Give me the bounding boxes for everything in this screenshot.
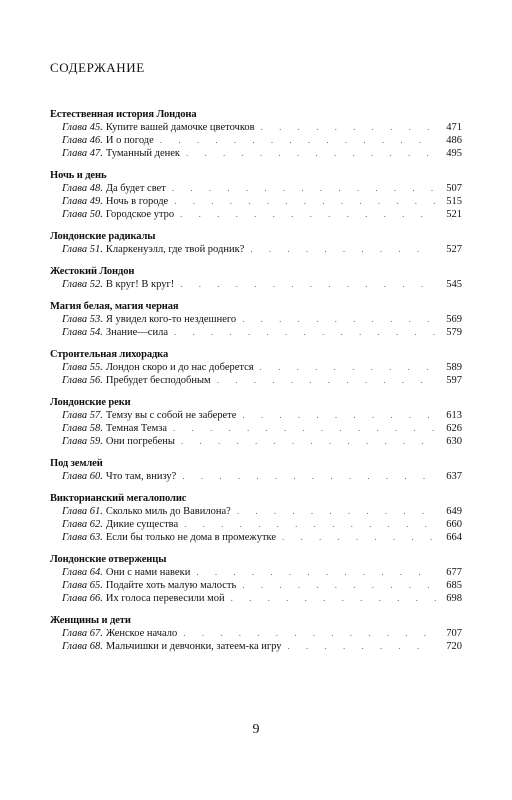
part-title: Викторианский мегалополис: [50, 493, 187, 504]
chapter-label: Глава 58.: [62, 423, 103, 434]
dot-leader: [173, 422, 436, 435]
chapter-page-number: 521: [446, 209, 462, 220]
toc-entry[interactable]: [50, 435, 462, 448]
chapter-label: Глава 53.: [62, 314, 103, 325]
toc-entry[interactable]: [50, 374, 462, 387]
part-title: Ночь и день: [50, 170, 107, 181]
dot-leader: [160, 134, 436, 147]
part-title: Естественная история Лондона: [50, 109, 197, 120]
toc-entry[interactable]: [50, 518, 462, 531]
toc-entry[interactable]: [50, 134, 462, 147]
chapter-title: Сколько миль до Вавилона?: [105, 506, 231, 517]
chapter-title: Кларкенуэлл, где твой родник?: [105, 244, 245, 255]
toc-part: [50, 553, 462, 605]
chapter-title: Да будет свет: [105, 183, 166, 194]
chapter-page-number: 589: [446, 362, 462, 373]
dot-leader: [196, 566, 436, 579]
chapter-title: Темзу вы с собой не заберете: [105, 410, 237, 421]
chapter-title: Дикие существа: [105, 519, 179, 530]
chapter-label: Глава 50.: [62, 209, 103, 220]
chapter-title: В круг! В круг!: [105, 279, 175, 290]
toc-part: [50, 396, 462, 448]
toc-part: [50, 492, 462, 544]
chapter-label: Глава 45.: [62, 122, 103, 133]
toc-part: [50, 614, 462, 653]
toc-entry[interactable]: [50, 640, 462, 653]
chapter-title: Знание—сила: [105, 327, 168, 338]
toc-entry[interactable]: [50, 182, 462, 195]
chapter-title: Что там, внизу?: [105, 471, 177, 482]
part-title: Строительная лихорадка: [50, 349, 169, 360]
chapter-label: Глава 61.: [62, 506, 103, 517]
toc-part: [50, 348, 462, 387]
chapter-page-number: 527: [446, 244, 462, 255]
chapter-page-number: 707: [446, 628, 462, 639]
toc-entry[interactable]: [50, 627, 462, 640]
toc-part: [50, 108, 462, 160]
dot-leader: [186, 147, 436, 160]
chapter-label: Глава 59.: [62, 436, 103, 447]
toc-entry[interactable]: [50, 208, 462, 221]
chapter-page-number: 720: [446, 641, 462, 652]
chapter-title: Они погребены: [105, 436, 175, 447]
chapter-label: Глава 57.: [62, 410, 103, 421]
dot-leader: [250, 243, 436, 256]
chapter-page-number: 613: [446, 410, 462, 421]
toc-entry[interactable]: [50, 592, 462, 605]
chapter-label: Глава 66.: [62, 593, 103, 604]
chapter-title: Туманный денек: [105, 148, 181, 159]
part-title: Лондонские отверженцы: [50, 554, 167, 565]
toc-entry[interactable]: [50, 121, 462, 134]
dot-leader: [242, 313, 436, 326]
table-of-contents: [50, 108, 462, 662]
dot-leader: [231, 592, 436, 605]
chapter-page-number: 637: [446, 471, 462, 482]
chapter-label: Глава 54.: [62, 327, 103, 338]
part-title: Под землей: [50, 458, 103, 469]
chapter-title: Я увидел кого-то нездешнего: [105, 314, 237, 325]
toc-entry[interactable]: [50, 361, 462, 374]
chapter-label: Глава 49.: [62, 196, 103, 207]
chapter-page-number: 685: [446, 580, 462, 591]
chapter-label: Глава 65.: [62, 580, 103, 591]
chapter-title: Если бы только не дома в промежутке: [105, 532, 277, 543]
chapter-label: Глава 60.: [62, 471, 103, 482]
chapter-page-number: 597: [446, 375, 462, 386]
dot-leader: [184, 518, 436, 531]
dot-leader: [180, 208, 436, 221]
part-title: Лондонские радикалы: [50, 231, 156, 242]
dot-leader: [288, 640, 436, 653]
toc-entry[interactable]: [50, 147, 462, 160]
chapter-title: Женское начало: [105, 628, 178, 639]
chapter-label: Глава 48.: [62, 183, 103, 194]
toc-entry[interactable]: [50, 278, 462, 291]
chapter-page-number: 486: [446, 135, 462, 146]
chapter-title: Городское утро: [105, 209, 175, 220]
toc-part: [50, 230, 462, 256]
toc-entry[interactable]: [50, 566, 462, 579]
chapter-label: Глава 63.: [62, 532, 103, 543]
chapter-label: Глава 52.: [62, 279, 103, 290]
toc-entry[interactable]: [50, 505, 462, 518]
toc-entry[interactable]: [50, 409, 462, 422]
chapter-title: Лондон скоро и до нас доберется: [105, 362, 254, 373]
toc-part: [50, 265, 462, 291]
part-title: Женщины и дети: [50, 615, 131, 626]
chapter-page-number: 569: [446, 314, 462, 325]
chapter-page-number: 630: [446, 436, 462, 447]
chapter-page-number: 515: [446, 196, 462, 207]
chapter-label: Глава 55.: [62, 362, 103, 373]
dot-leader: [181, 435, 436, 448]
chapter-label: Глава 51.: [62, 244, 103, 255]
chapter-label: Глава 67.: [62, 628, 103, 639]
dot-leader: [260, 361, 436, 374]
chapter-page-number: 698: [446, 593, 462, 604]
toc-part: [50, 169, 462, 221]
chapter-page-number: 649: [446, 506, 462, 517]
chapter-title: Они с нами навеки: [105, 567, 191, 578]
chapter-page-number: 677: [446, 567, 462, 578]
chapter-page-number: 626: [446, 423, 462, 434]
chapter-label: Глава 64.: [62, 567, 103, 578]
dot-leader: [237, 505, 436, 518]
toc-entry[interactable]: [50, 195, 462, 208]
toc-entry[interactable]: [50, 243, 462, 256]
chapter-label: Глава 47.: [62, 148, 103, 159]
toc-entry[interactable]: [50, 326, 462, 339]
dot-leader: [172, 182, 436, 195]
toc-part: [50, 457, 462, 483]
toc-entry[interactable]: [50, 579, 462, 592]
page-title: СОДЕРЖАНИЕ: [50, 60, 145, 75]
chapter-title: Мальчишки и девчонки, затеем-ка игру: [105, 641, 282, 652]
chapter-title: Ночь в городе: [105, 196, 169, 207]
chapter-page-number: 579: [446, 327, 462, 338]
chapter-title: И о погоде: [105, 135, 154, 146]
page-number: 9: [252, 722, 260, 737]
dot-leader: [174, 195, 436, 208]
chapter-page-number: 664: [446, 532, 462, 543]
chapter-page-number: 495: [446, 148, 462, 159]
chapter-title: Подайте хоть малую малость: [105, 580, 237, 591]
part-title: Магия белая, магия черная: [50, 301, 179, 312]
dot-leader: [242, 409, 436, 422]
chapter-label: Глава 68.: [62, 641, 103, 652]
chapter-label: Глава 56.: [62, 375, 103, 386]
toc-part: [50, 300, 462, 339]
chapter-title: Купите вашей дамочке цветочков: [105, 122, 255, 133]
dot-leader: [183, 627, 436, 640]
part-title: Жестокий Лондон: [50, 266, 135, 277]
chapter-label: Глава 62.: [62, 519, 103, 530]
dot-leader: [180, 278, 436, 291]
toc-entry[interactable]: [50, 313, 462, 326]
dot-leader: [182, 470, 436, 483]
part-title: Лондонские реки: [50, 397, 131, 408]
chapter-page-number: 471: [446, 122, 462, 133]
toc-entry[interactable]: [50, 531, 462, 544]
chapter-page-number: 660: [446, 519, 462, 530]
chapter-title: Пребудет бесподобным: [105, 375, 211, 386]
toc-entry[interactable]: [50, 422, 462, 435]
dot-leader: [242, 579, 436, 592]
chapter-label: Глава 46.: [62, 135, 103, 146]
chapter-page-number: 545: [446, 279, 462, 290]
dot-leader: [174, 326, 436, 339]
dot-leader: [261, 121, 436, 134]
chapter-title: Их голоса перевесили мой: [105, 593, 225, 604]
dot-leader: [282, 531, 436, 544]
chapter-page-number: 507: [446, 183, 462, 194]
toc-entry[interactable]: [50, 470, 462, 483]
chapter-title: Темная Темза: [105, 423, 168, 434]
dot-leader: [217, 374, 436, 387]
